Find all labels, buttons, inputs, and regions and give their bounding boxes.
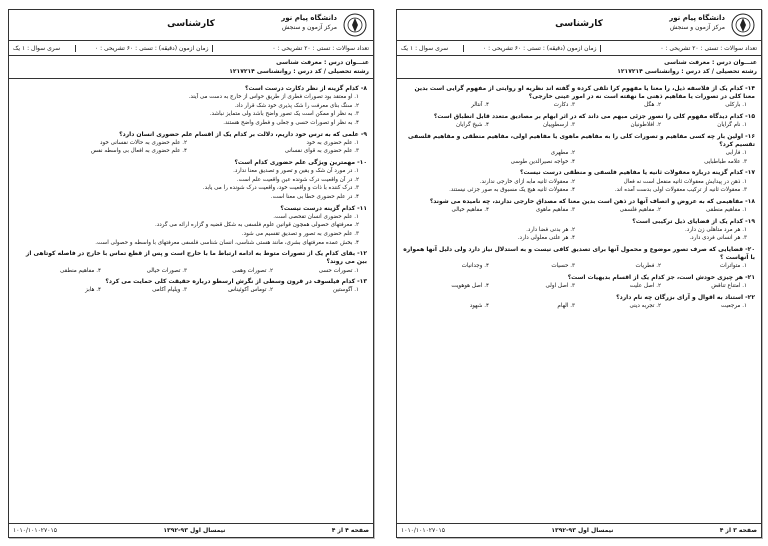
question: ۹- علمی که به ترس خود داریم، دلالت بر کدام یک از اقسام علم حضوری انسان دارد؟ xyxy=(119,130,367,138)
option[interactable]: ۲. تجربه دینی xyxy=(629,302,661,309)
option[interactable]: ۱. امتناع تناقض xyxy=(711,283,747,290)
option[interactable]: ۲. فطریات xyxy=(635,263,661,270)
options xyxy=(15,167,367,201)
exam-page-4 xyxy=(8,9,374,538)
options xyxy=(15,93,367,127)
university-name: دانشگاه پیام نور مرکز آزمون و سنجش xyxy=(281,14,337,31)
question-series: سری سوال : ۱ یک xyxy=(401,44,449,52)
option[interactable]: ۳. هر انسانی فردی دارد. xyxy=(689,235,747,242)
option[interactable]: ۴. هابز xyxy=(85,287,101,294)
question: ۲۱- هر چیزی خودش است، جز کدام یک از اقسام بدیهیات است؟ xyxy=(567,273,755,281)
course-title: عنـــوان درس : معرفت شناسی xyxy=(664,59,757,66)
option[interactable]: ۱. در مورد آن شک و یقین و تصور و تصدیق معنا ندارد. xyxy=(233,168,359,175)
options xyxy=(15,286,367,295)
university-name: دانشگاه پیام نور مرکز آزمون و سنجش xyxy=(669,14,725,31)
option[interactable]: ۱. نام گرایان xyxy=(717,122,747,129)
option[interactable]: ۲. مفاهیم فلسفی xyxy=(619,206,661,213)
question: ۱۵- کدام دیدگاه مفهوم کلی را تصور جزئی مبهم می داند که در اثر ابهام بر مصادیق متعدد قابل انطباق است؟ xyxy=(433,113,755,120)
page-header xyxy=(397,10,761,41)
option[interactable]: ۱. متواترات xyxy=(719,263,747,270)
exam-time: زمان آزمون (دقیقه) : تستی : ۶۰ تشریحی : ۰ xyxy=(75,45,213,52)
option[interactable]: ۱. مفاهیم منطقی xyxy=(705,206,747,213)
options xyxy=(403,178,755,195)
option[interactable]: ۳. تصورات خیالی xyxy=(146,267,187,274)
option[interactable]: ۱. علم حضوری انسان تفحصی است. xyxy=(273,213,359,220)
page-header xyxy=(9,10,373,41)
options xyxy=(403,262,755,271)
option[interactable]: ۲. مطهری xyxy=(550,150,575,157)
question: ۱۷- کدام گزینه درباره معقولات ثانیه یا مفاهیم فلسفی و منطقی درست نیست؟ xyxy=(520,169,755,177)
question-count: تعداد سوالات : تستی : ۲۰ تشریحی : ۰ xyxy=(272,44,369,52)
option[interactable]: ۴. مفاهیم خیالی xyxy=(451,206,489,213)
option[interactable]: ۲. تصورات وهمی xyxy=(232,267,273,274)
option[interactable]: ۱. علم حضوری به خود xyxy=(306,139,359,146)
question: ۱۰- مهمترین ویژگی علم حضوری کدام است؟ xyxy=(234,158,367,166)
option[interactable]: ۲. سنگ بنای معرفت را شک پذیری خود شک قرار داد. xyxy=(234,102,359,109)
questions-body xyxy=(9,79,373,295)
option[interactable]: ۴. هر علتی معلولی دارد. xyxy=(517,235,575,242)
option[interactable]: ۳. علم حضوری به تصور و تصدیق تقسیم می شود. xyxy=(241,230,359,237)
page-footer xyxy=(9,523,373,537)
course-info xyxy=(397,56,761,79)
option[interactable]: ۲. توماس آکوئیناس xyxy=(228,287,273,294)
question-series: سری سوال : ۱ یک xyxy=(13,44,61,52)
option[interactable]: ۲. افلاطونیان xyxy=(630,122,661,129)
options xyxy=(15,139,367,156)
option[interactable]: ۳. معقولات ثانیه از ترکیب معقولات اولی بدست آمده اند. xyxy=(614,187,747,194)
option[interactable]: ۱. او معتقد بود تصورات فطری از طریق حواس از خارج به دست می آیند. xyxy=(188,94,359,101)
course-title: عنـــوان درس : معرفت شناسی xyxy=(276,59,369,66)
option[interactable]: ۳. حسیات xyxy=(551,263,575,270)
options xyxy=(403,149,755,166)
option[interactable]: ۲. هر بدنی فضا دارد. xyxy=(526,226,575,233)
field-code: رشته تحصیلی / کد درس : روانشناسی ۱۲۱۷۲۱۴ xyxy=(617,68,757,75)
term-label: نیمسال اول ۹۳-۱۳۹۲ xyxy=(551,527,614,534)
question: ۱۱- کدام گزینه درست نیست؟ xyxy=(280,204,367,212)
option[interactable]: ۱. ذهن در پیدایش معقولات ثانیه منفعل است نه فعال xyxy=(623,178,747,185)
option[interactable]: ۱. بارکلی xyxy=(725,102,747,109)
exam-code: ۱۰۱۰/۱۰۱۰۲۷۰۱۵ xyxy=(401,527,445,534)
exam-page-3 xyxy=(396,9,762,538)
option[interactable]: ۱. فارابی xyxy=(725,150,747,157)
option[interactable]: ۱. آگوستین xyxy=(333,287,359,294)
exam-code: ۱۰۱۰/۱۰۱۰۲۷۰۱۵ xyxy=(13,527,57,534)
option[interactable]: ۱. مرجعیت xyxy=(721,302,747,309)
question: ۱۲- بقای کدام یک از تصورات متوط به ادامه ارتباط ما با خارج است و پس از قطع تماس با خارج در فاصله کوتاهی از بین می روند؟ xyxy=(25,250,367,266)
option[interactable]: ۲. معقولات ثانیه مابه ازای خارجی ندارند. xyxy=(479,178,575,185)
exam-info-row xyxy=(397,41,761,56)
option[interactable]: ۳. مفاهیم ماهوی xyxy=(535,206,575,213)
option[interactable]: ۳. به نظر او ممکن است یک تصور واضح باشد ولی متمایز نباشد. xyxy=(209,111,359,118)
options xyxy=(403,226,755,243)
options xyxy=(15,213,367,247)
option[interactable]: ۴. علم حضوری به افعال بی واسطه نفس xyxy=(91,148,187,155)
question: ۱۶- اولین بار چه کسی مفاهیم و تصورات کلی را به مفاهیم ماهوی یا مفاهیم اولی، مفاهیم منطقی و مفاهیم فلسفی تقسیم کرد؟ xyxy=(408,132,755,148)
question-count: تعداد سوالات : تستی : ۲۰ تشریحی : ۰ xyxy=(660,44,757,52)
question: ۸- کدام گزینه از نظر دکارت درست است؟ xyxy=(245,85,367,92)
options xyxy=(403,101,755,110)
degree-label: کارشناسی xyxy=(555,19,603,29)
options xyxy=(403,282,755,291)
option[interactable]: ۴. مفاهیم منطقی xyxy=(59,267,101,274)
option[interactable]: ۴. بخش عمده معرفتهای بشری، مانند هستی شناسی، انسان شناسی فلسفی معرفتهای با واسطه و حصولی است. xyxy=(95,239,359,246)
option[interactable]: ۴. آنتالر xyxy=(471,102,489,109)
option[interactable]: ۳. ویلیام آکامی xyxy=(152,287,187,294)
question: ۱۹- کدام یک از قضایای ذیل ترکیبی است؟ xyxy=(632,217,755,225)
option[interactable]: ۴. خواجه نصیرالدین طوسی xyxy=(510,158,575,165)
field-code: رشته تحصیلی / کد درس : روانشناسی ۱۲۱۷۲۱۴ xyxy=(229,68,369,75)
option[interactable]: ۲. در آن واقعیت درک شونده عین واقعیت علم است. xyxy=(236,176,359,183)
option[interactable]: ۳. درک کننده با ذات و واقعیت خود، واقعیت درک شونده را می یابد. xyxy=(202,185,359,192)
page-number: صفحه ۳ از ۴ xyxy=(719,527,757,534)
option[interactable]: ۴. در علم حضوری خطا بی معنا است. xyxy=(270,193,359,200)
option[interactable]: ۲. اصل علیت xyxy=(629,283,661,290)
option[interactable]: ۳. ارسطوییان xyxy=(542,122,575,129)
option[interactable]: ۴. وجدانیات xyxy=(461,263,489,270)
option[interactable]: ۱. هر مرد متأهلی زن دارد. xyxy=(685,226,747,233)
course-info xyxy=(9,56,373,79)
degree-label: کارشناسی xyxy=(167,19,215,29)
term-label: نیمسال اول ۹۳-۱۳۹۲ xyxy=(163,527,226,534)
question: ۱۳- کدام فیلسوف در قرون وسطی از نگرش ارسطو درباره حقیقت کلی حمایت می کرد؟ xyxy=(105,278,367,286)
question: ۲۰- قضایایی که صرف تصور موضوع و محمول آنها برای تصدیق کافی نیست و به استدلال نیاز دارد ولی دلیل آنها همواره با آنهاست ؟ xyxy=(403,245,755,262)
option[interactable]: ۲. هگل xyxy=(644,102,661,109)
option[interactable]: ۳. دکارت xyxy=(553,102,575,109)
option[interactable]: ۴. به نظر او تصورات حسی و جعلی و فطری واضح هستند. xyxy=(223,119,359,126)
options xyxy=(15,267,367,276)
option[interactable]: ۴. معقولات ثانیه هیچ یک مسبوق به صور جزئی نیستند. xyxy=(449,187,575,194)
options xyxy=(403,302,755,311)
option[interactable]: ۳. علامه طباطبایی xyxy=(704,158,747,165)
option[interactable]: ۲. معرفتهای حصولی همچون قوانین علوم فلسفی به شکل قضیه و گزاره ارائه می گردد. xyxy=(155,222,359,229)
question: ۱۸- مفاهیمی که به عروض و اتصاف آنها در ذهن است بدین معنا که مصداق خارجی ندارند، چه نامیده می شوند؟ xyxy=(429,197,755,205)
question: ۲۲- استناد به اقوال و آرای بزرگان چه نام دارد؟ xyxy=(616,293,755,301)
question: ۱۴- کدام یک از فلاسفه ذیل، را معنا یا مفهوم کرا تلقی کرده و گفته اند نظریه او روایتی از مفهوم گرایی است بدین معنا کلی در تصورات یا مفاهیم ذهنی ما نهفته است نه در امور عینی خارجی؟ xyxy=(414,85,755,101)
option[interactable]: ۳. الهام xyxy=(557,302,575,309)
options xyxy=(403,121,755,130)
option[interactable]: ۳. اصل اولی xyxy=(545,283,575,290)
option[interactable]: ۳. علم حضوری به قوای نفسانی xyxy=(284,148,359,155)
option[interactable]: ۴. شهود xyxy=(469,302,489,309)
page-number: صفحه ۴ از ۴ xyxy=(331,527,369,534)
exam-time: زمان آزمون (دقیقه) : تستی : ۶۰ تشریحی : ۰ xyxy=(463,45,601,52)
page-footer xyxy=(397,523,761,537)
option[interactable]: ۴. اصل هوهویت xyxy=(451,283,489,290)
option[interactable]: ۱. تصورات حسی xyxy=(318,267,359,274)
option[interactable]: ۲. علم حضوری به حالات نفسانی خود xyxy=(100,139,187,146)
options xyxy=(403,206,755,215)
questions-body xyxy=(397,79,761,311)
exam-info-row xyxy=(9,41,373,56)
option[interactable]: ۴. شیخ گرایان xyxy=(455,122,489,129)
